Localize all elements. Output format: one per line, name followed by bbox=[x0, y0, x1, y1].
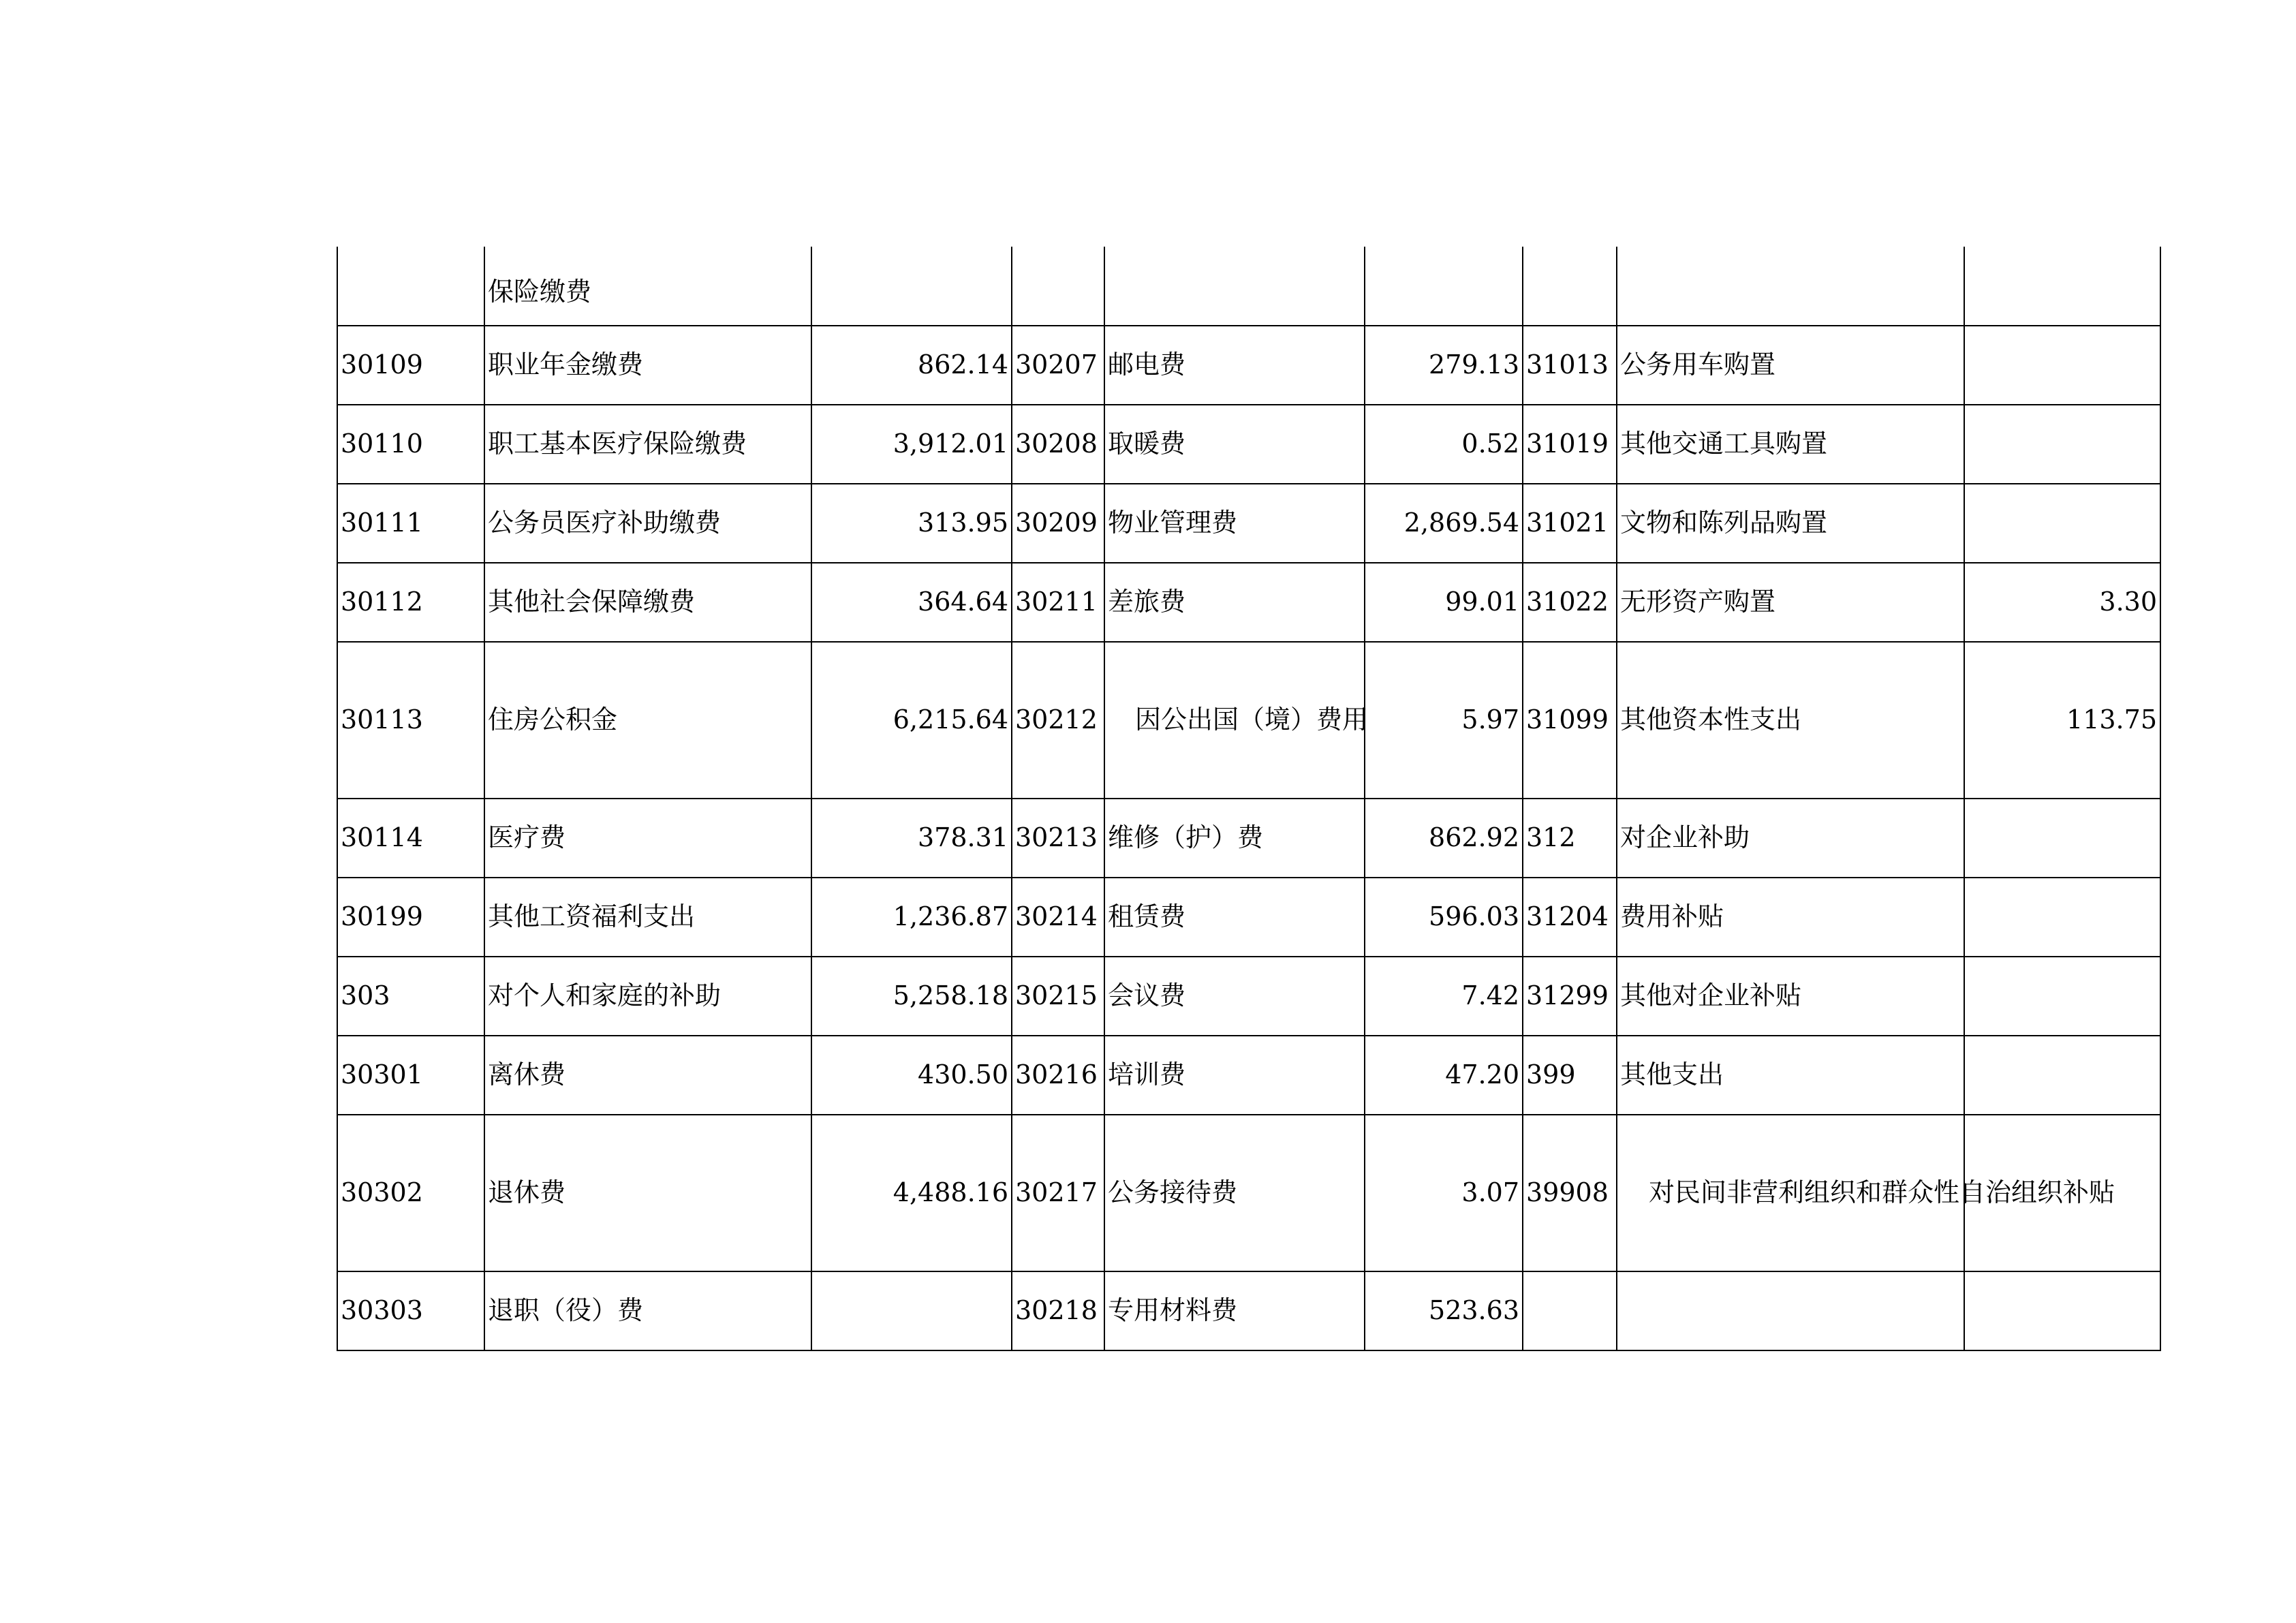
item-name-cell: 其他对企业补贴 bbox=[1617, 957, 1964, 1036]
budget-expenditure-table bbox=[337, 247, 2161, 1351]
table-row bbox=[337, 1271, 2160, 1350]
code-cell: 399 bbox=[1523, 1036, 1617, 1115]
amount-cell: 279.13 bbox=[1365, 326, 1523, 405]
amount-cell bbox=[811, 247, 1012, 326]
amount-cell: 313.95 bbox=[811, 484, 1012, 563]
amount-cell: 3.07 bbox=[1365, 1115, 1523, 1271]
item-name-cell: 公务用车购置 bbox=[1617, 326, 1964, 405]
amount-cell: 3,912.01 bbox=[811, 405, 1012, 484]
code-cell: 30208 bbox=[1012, 405, 1104, 484]
amount-cell: 5.97 bbox=[1365, 642, 1523, 799]
item-name-cell: 文物和陈列品购置 bbox=[1617, 484, 1964, 563]
item-name-cell: 公务员医疗补助缴费 bbox=[484, 484, 811, 563]
item-name-cell: 会议费 bbox=[1104, 957, 1365, 1036]
item-name-cell: 对个人和家庭的补助 bbox=[484, 957, 811, 1036]
item-name-cell bbox=[1617, 1271, 1964, 1350]
code-cell bbox=[1012, 247, 1104, 326]
amount-cell: 99.01 bbox=[1365, 563, 1523, 642]
amount-cell: 2,869.54 bbox=[1365, 484, 1523, 563]
item-name-cell: 租赁费 bbox=[1104, 878, 1365, 957]
code-cell: 30213 bbox=[1012, 799, 1104, 878]
item-name-cell: 维修（护）费 bbox=[1104, 799, 1365, 878]
code-cell: 30114 bbox=[337, 799, 484, 878]
item-name-cell: 专用材料费 bbox=[1104, 1271, 1365, 1350]
code-cell: 30199 bbox=[337, 878, 484, 957]
item-name-cell bbox=[1104, 247, 1365, 326]
amount-cell: 4,488.16 bbox=[811, 1115, 1012, 1271]
code-cell: 31204 bbox=[1523, 878, 1617, 957]
amount-cell: 6,215.64 bbox=[811, 642, 1012, 799]
table-row bbox=[337, 326, 2160, 405]
code-cell: 30112 bbox=[337, 563, 484, 642]
item-name-cell: 费用补贴 bbox=[1617, 878, 1964, 957]
code-cell: 30109 bbox=[337, 326, 484, 405]
amount-cell: 862.14 bbox=[811, 326, 1012, 405]
code-cell: 30212 bbox=[1012, 642, 1104, 799]
item-name-cell: 因公出国（境）费用 bbox=[1104, 642, 1365, 799]
amount-cell bbox=[1964, 484, 2160, 563]
item-name-cell: 保险缴费 bbox=[484, 247, 811, 326]
amount-cell: 1,236.87 bbox=[811, 878, 1012, 957]
table-row bbox=[337, 405, 2160, 484]
item-name-cell: 其他支出 bbox=[1617, 1036, 1964, 1115]
code-cell: 31021 bbox=[1523, 484, 1617, 563]
code-cell bbox=[337, 247, 484, 326]
amount-cell bbox=[1964, 957, 2160, 1036]
code-cell: 303 bbox=[337, 957, 484, 1036]
table-row bbox=[337, 247, 2160, 326]
code-cell: 30301 bbox=[337, 1036, 484, 1115]
code-cell: 30302 bbox=[337, 1115, 484, 1271]
amount-cell: 596.03 bbox=[1365, 878, 1523, 957]
amount-cell: 3.30 bbox=[1964, 563, 2160, 642]
item-name-cell: 住房公积金 bbox=[484, 642, 811, 799]
item-name-cell: 其他资本性支出 bbox=[1617, 642, 1964, 799]
amount-cell: 430.50 bbox=[811, 1036, 1012, 1115]
item-name-cell: 医疗费 bbox=[484, 799, 811, 878]
code-cell: 31299 bbox=[1523, 957, 1617, 1036]
code-cell: 30303 bbox=[337, 1271, 484, 1350]
item-name-cell: 退休费 bbox=[484, 1115, 811, 1271]
table-row bbox=[337, 484, 2160, 563]
code-cell: 30211 bbox=[1012, 563, 1104, 642]
item-name-cell: 职业年金缴费 bbox=[484, 326, 811, 405]
amount-cell: 862.92 bbox=[1365, 799, 1523, 878]
amount-cell: 364.64 bbox=[811, 563, 1012, 642]
amount-cell bbox=[1964, 1271, 2160, 1350]
amount-cell: 523.63 bbox=[1365, 1271, 1523, 1350]
amount-cell: 113.75 bbox=[1964, 642, 2160, 799]
amount-cell bbox=[1964, 1036, 2160, 1115]
item-name-cell: 邮电费 bbox=[1104, 326, 1365, 405]
amount-cell: 5,258.18 bbox=[811, 957, 1012, 1036]
code-cell: 30215 bbox=[1012, 957, 1104, 1036]
code-cell: 30110 bbox=[337, 405, 484, 484]
code-cell: 30209 bbox=[1012, 484, 1104, 563]
code-cell: 30214 bbox=[1012, 878, 1104, 957]
item-name-cell: 物业管理费 bbox=[1104, 484, 1365, 563]
amount-cell: 7.42 bbox=[1365, 957, 1523, 1036]
table-row bbox=[337, 563, 2160, 642]
amount-cell: 378.31 bbox=[811, 799, 1012, 878]
table-row bbox=[337, 799, 2160, 878]
amount-cell bbox=[1964, 247, 2160, 326]
code-cell: 31019 bbox=[1523, 405, 1617, 484]
amount-cell bbox=[1964, 326, 2160, 405]
amount-cell bbox=[811, 1271, 1012, 1350]
item-name-cell: 公务接待费 bbox=[1104, 1115, 1365, 1271]
code-cell: 31099 bbox=[1523, 642, 1617, 799]
code-cell: 30218 bbox=[1012, 1271, 1104, 1350]
item-name-cell bbox=[1617, 247, 1964, 326]
code-cell: 31013 bbox=[1523, 326, 1617, 405]
item-name-cell: 其他工资福利支出 bbox=[484, 878, 811, 957]
item-name-cell: 取暖费 bbox=[1104, 405, 1365, 484]
code-cell: 39908 bbox=[1523, 1115, 1617, 1271]
amount-cell bbox=[1365, 247, 1523, 326]
item-name-cell: 培训费 bbox=[1104, 1036, 1365, 1115]
item-name-cell: 离休费 bbox=[484, 1036, 811, 1115]
code-cell: 30207 bbox=[1012, 326, 1104, 405]
item-name-cell: 退职（役）费 bbox=[484, 1271, 811, 1350]
table-row bbox=[337, 957, 2160, 1036]
code-cell bbox=[1523, 247, 1617, 326]
code-cell: 30113 bbox=[337, 642, 484, 799]
item-name-cell: 差旅费 bbox=[1104, 563, 1365, 642]
code-cell: 312 bbox=[1523, 799, 1617, 878]
amount-cell bbox=[1964, 405, 2160, 484]
code-cell: 31022 bbox=[1523, 563, 1617, 642]
code-cell bbox=[1523, 1271, 1617, 1350]
item-name-cell: 其他交通工具购置 bbox=[1617, 405, 1964, 484]
amount-cell: 0.52 bbox=[1365, 405, 1523, 484]
amount-cell bbox=[1964, 799, 2160, 878]
table-row bbox=[337, 1115, 2160, 1271]
item-name-cell: 其他社会保障缴费 bbox=[484, 563, 811, 642]
code-cell: 30216 bbox=[1012, 1036, 1104, 1115]
code-cell: 30111 bbox=[337, 484, 484, 563]
item-name-cell: 职工基本医疗保险缴费 bbox=[484, 405, 811, 484]
item-name-cell: 无形资产购置 bbox=[1617, 563, 1964, 642]
item-name-cell: 对民间非营利组织和群众性自治组织补贴 bbox=[1617, 1115, 1964, 1271]
table-row bbox=[337, 642, 2160, 799]
amount-cell: 47.20 bbox=[1365, 1036, 1523, 1115]
table-row bbox=[337, 878, 2160, 957]
table-row bbox=[337, 1036, 2160, 1115]
code-cell: 30217 bbox=[1012, 1115, 1104, 1271]
item-name-cell: 对企业补助 bbox=[1617, 799, 1964, 878]
amount-cell bbox=[1964, 878, 2160, 957]
